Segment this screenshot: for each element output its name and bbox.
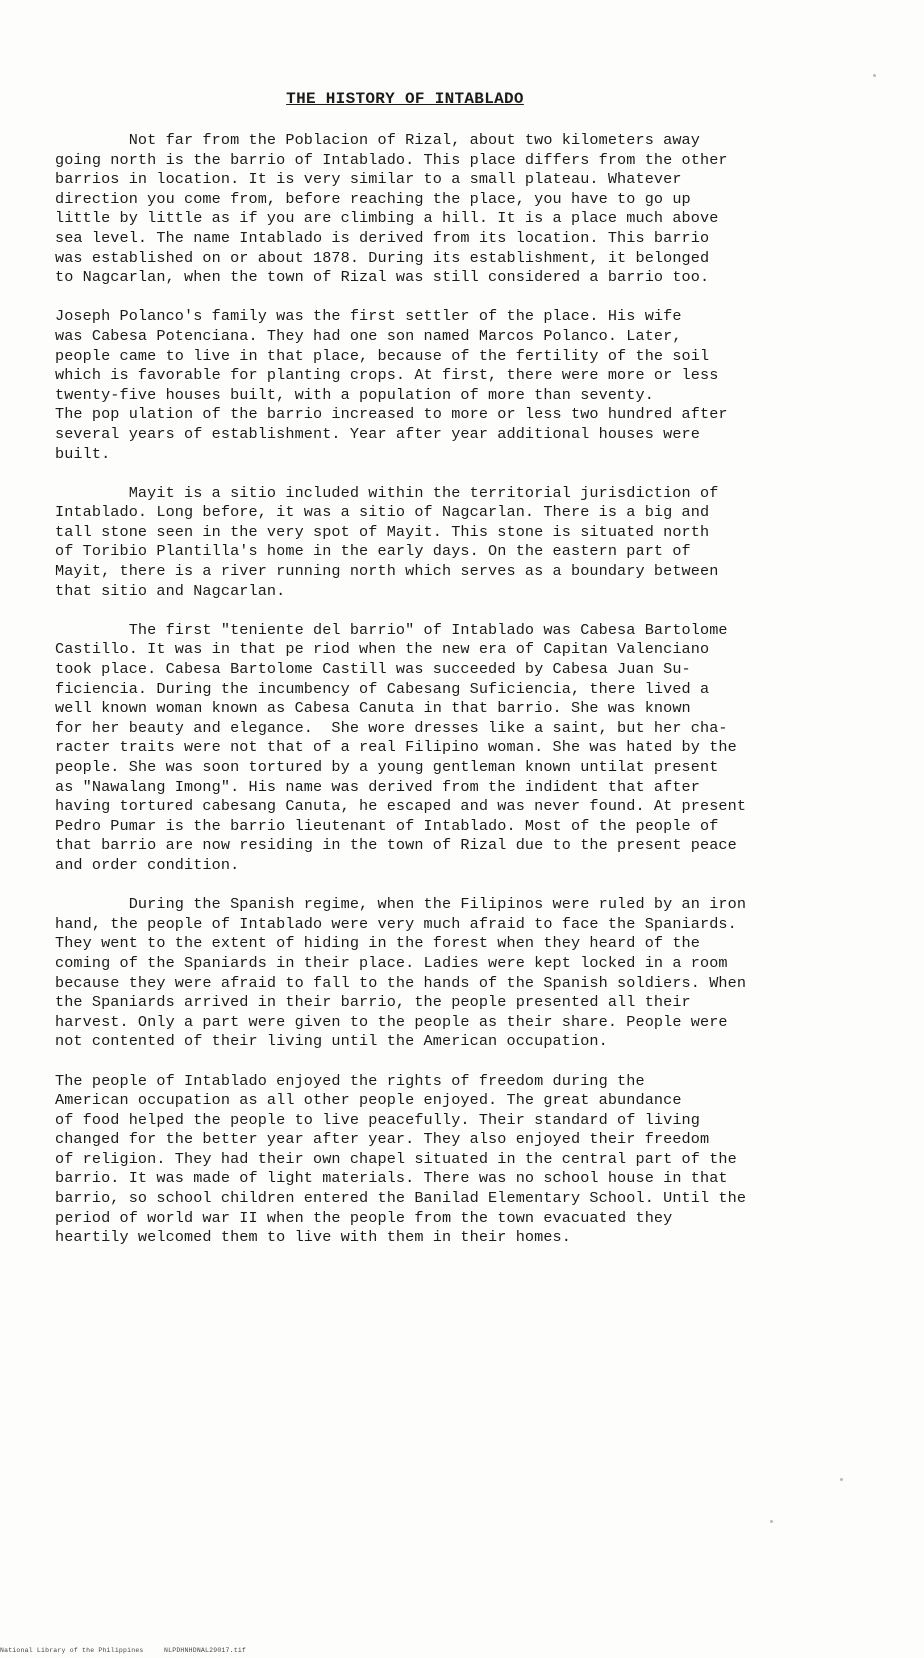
paragraph-settlers: Joseph Polanco's family was the first settler of the place. His wife was Cabesa Potenciana. They had one son named Marcos Polanco. Later, people came to live in that place, because of the fertility of the soil which is favorable for planting crops. At first, there were more or less twenty-five houses built, with a population of more than seventy. The pop ulation of the barrio increased to more or less two hundred after several years of establishment. Year after year additional houses were built. xyxy=(55,307,728,463)
scan-speck xyxy=(840,1478,843,1481)
paragraph-location: Not far from the Poblacion of Rizal, about two kilometers away going north is the barrio of Intablado. This place differs from the other barrios in location. It is very similar to a small plateau. Whatever direction you come from, before reaching the place, you have to go up little by little as if you are climbing a hill. It is a place much above sea level. The name Intablado is derived from its location. This barrio was established on or about 1878. During its establishment, it belonged to Nagcarlan, when the town of Rizal was still considered a barrio too. xyxy=(55,131,728,287)
scan-speck xyxy=(770,1520,773,1523)
scan-footer: National Library of the Philippines NLPDHNHDNAL29017.tif xyxy=(0,1647,247,1654)
paragraph-american-occupation: The people of Intablado enjoyed the rights of freedom during the American occupation as all other people enjoyed. The great abundance of food helped the people to live peacefully. Their standard of living changed for the better year after year. They also enjoyed their freedom of religion. They had their own chapel situated in the central part of the barrio. It was made of light materials. There was no school house in that barrio, so school children entered the Banilad Elementary School. Until the period of world war II when the people from the town evacuated they heartily welcomed them to live with them in their homes. xyxy=(55,1071,747,1247)
document-title: THE HISTORY OF INTABLADO xyxy=(286,90,524,108)
paragraph-tenientes: The first "teniente del barrio" of Intablado was Cabesa Bartolome Castillo. It was in that pe riod when the new era of Capitan Valenciano took place. Cabesa Bartolome Castill was succeeded by Cabesa Juan Su- ficiencia. During the incumbency of Cabesang Suficiencia, there lived a well known woman known as Cabesa Canuta in that barrio. She was known for her beauty and elegance. She wore dresses like a saint, but her cha- racter traits were not that of a real Filipino woman. She was hated by the people. She was soon tortured by a young gentleman known untilat present as "Nawalang Imong". His name was derived from the indident that after having tortured cabesang Canuta, he escaped and was never found. At present Pedro Pumar is the barrio lieutenant of Intablado. Most of the people of that barrio are now residing in the town of Rizal due to the present peace and order condition. xyxy=(55,620,747,874)
paragraph-sitio-mayit: Mayit is a sitio included within the territorial jurisdiction of Intablado. Long before, it was a sitio of Nagcarlan. There is a big and tall stone seen in the very spot of Mayit. This stone is situated north of Toribio Plantilla's home in the early days. On the eastern part of Mayit, there is a river running north which serves as a boundary between that sitio and Nagcarlan. xyxy=(55,483,719,600)
scan-speck xyxy=(873,74,876,77)
paragraph-spanish-regime: During the Spanish regime, when the Filipinos were ruled by an iron hand, the people of Intablado were very much afraid to face the Spaniards. They went to the extent of hiding in the forest when they heard of the coming of the Spaniards in their place. Ladies were kept locked in a room because they were afraid to fall to the hands of the Spanish soldiers. When the Spaniards arrived in their barrio, the people presented all their harvest. Only a part were given to the people as their share. People were not contented of their living until the American occupation. xyxy=(55,895,747,1051)
document-body xyxy=(55,131,835,1267)
